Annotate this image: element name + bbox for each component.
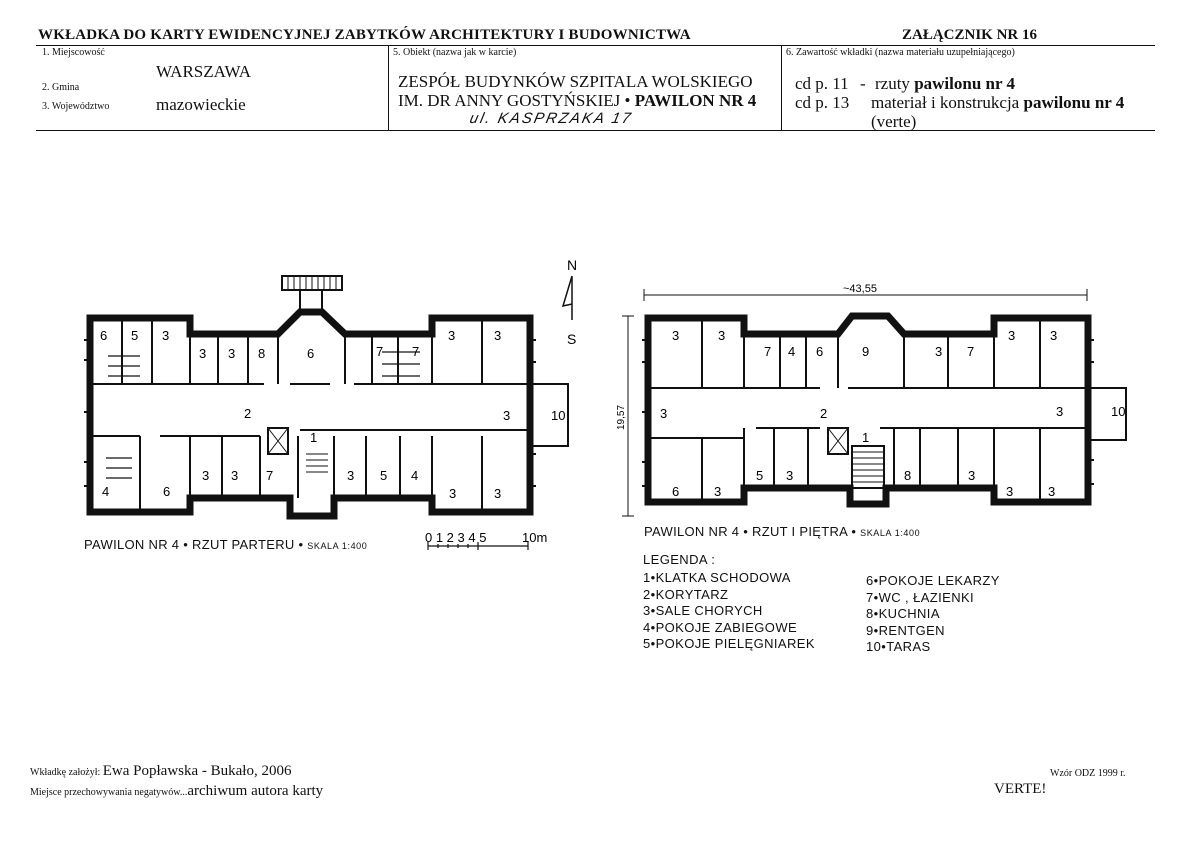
ground-room-label: 3 (494, 328, 502, 343)
first-room-label: 3 (1006, 484, 1014, 499)
field-2-label: 2. Gmina (42, 82, 80, 93)
first-room-label: 8 (904, 468, 912, 483)
legend-item: 7•WC , ŁAZIENKI (866, 589, 975, 605)
ground-room-label: 3 (503, 408, 511, 423)
legend-item: 8•KUCHNIA (866, 606, 940, 621)
first-room-label: 6 (672, 484, 680, 499)
ground-room-label: 3 (494, 486, 502, 501)
document-title: WKŁADKA DO KARTY EWIDENCYJNEJ ZABYTKÓW ARCHITEKTURY I BUDOWNICTWA (38, 27, 691, 43)
north-arrow (563, 257, 577, 347)
ground-room-label: 4 (411, 468, 419, 483)
first-room-label: 4 (788, 344, 796, 359)
field-6-row-3: (verte) (871, 112, 917, 131)
first-room-label: 2 (820, 406, 828, 421)
field-3-label: 3. Województwo (42, 101, 110, 112)
first-room-label: 3 (672, 328, 680, 343)
first-room-label: 5 (756, 468, 764, 483)
first-room-label: 10 (1111, 404, 1126, 419)
ground-room-label: 6 (307, 346, 315, 361)
legend-right-column (866, 573, 1000, 656)
field-6-label: 6. Zawartość wkładki (nazwa materiału uzupełniającego) (786, 47, 1015, 58)
footer-storage-value: archiwum autora karty (187, 783, 324, 799)
footer-author-label: Wkładkę założył: (30, 767, 103, 778)
south-label: S (567, 331, 577, 347)
scale-bar-end: 10m (522, 530, 548, 545)
ground-stair-cross (268, 428, 288, 454)
legend-item: 10•TARAS (866, 639, 931, 654)
ground-room-label: 3 (202, 468, 210, 483)
legend-item: 3•SALE CHORYCH (643, 603, 763, 618)
legend-item: 4•POKOJE ZABIEGOWE (643, 619, 798, 635)
field-5-line-2: IM. DR ANNY GOSTYŃSKIEJ • PAWILON NR 4 (398, 91, 757, 110)
annex-number: ZAŁĄCZNIK NR 16 (902, 27, 1038, 43)
field-3-value: mazowieckie (156, 95, 246, 114)
ground-room-label: 3 (228, 346, 236, 361)
ground-stairs (306, 454, 328, 472)
ground-room-label: 5 (131, 328, 139, 343)
ground-room-label: 10 (551, 408, 566, 423)
field-5-line-1: ZESPÓŁ BUDYNKÓW SZPITALA WOLSKIEGO (398, 72, 753, 91)
legend-item: 5•POKOJE PIELĘGNIAREK (643, 636, 815, 651)
legend-left-column (643, 570, 815, 653)
first-room-label: 3 (1056, 404, 1064, 419)
ground-outline (90, 312, 530, 516)
first-room-label: 3 (1048, 484, 1056, 499)
ground-room-label: 3 (347, 468, 355, 483)
ground-room-label: 8 (258, 346, 266, 361)
legend-item: 2•KORYTARZ (643, 586, 729, 602)
first-room-label: 3 (714, 484, 722, 499)
footer-author-value: Ewa Popławska - Bukało, 2006 (102, 763, 292, 779)
scale-bar-numbers: 0 1 2 3 4 5 (425, 530, 487, 545)
first-room-label: 6 (816, 344, 824, 359)
ground-room-label: 4 (102, 484, 110, 499)
field-6-row-1-ref: cd p. 11 (795, 74, 849, 93)
first-room-label: 3 (935, 344, 943, 359)
ground-room-label: 6 (100, 328, 108, 343)
ground-room-label: 6 (163, 484, 171, 499)
first-room-numbers (660, 328, 1125, 499)
legend-item: 6•POKOJE LEKARZY (866, 573, 1000, 588)
ground-room-label: 7 (412, 344, 420, 359)
field-6-row-1-text: rzuty pawilonu nr 4 (875, 74, 1015, 93)
first-room-label: 3 (968, 468, 976, 483)
legend-item: 9•RENTGEN (866, 622, 945, 638)
ground-room-label: 3 (162, 328, 170, 343)
legend-title: LEGENDA : (643, 552, 716, 567)
ground-floor-caption: PAWILON NR 4 • RZUT PARTERU • SKALA 1:400 (84, 537, 368, 552)
first-floor-plan (616, 283, 1126, 516)
scale-bar (425, 530, 547, 550)
ground-top-partitions (122, 318, 482, 384)
field-1-label: 1. Miejscowość (42, 47, 105, 58)
ground-room-label: 3 (199, 346, 207, 361)
north-label: N (567, 257, 578, 273)
footer-storage (30, 782, 323, 800)
first-room-label: 3 (718, 328, 726, 343)
dim-width-label: ~43,55 (843, 283, 877, 295)
first-floor-caption: PAWILON NR 4 • RZUT I PIĘTRA • SKALA 1:400 (644, 524, 921, 539)
first-room-label: 3 (1050, 328, 1058, 343)
ground-floor-plan (84, 276, 568, 516)
first-stairs (852, 452, 884, 482)
first-room-label: 9 (862, 344, 870, 359)
ground-room-label: 7 (376, 344, 384, 359)
field-6-row-2-ref: cd p. 13 (795, 93, 850, 112)
first-room-label: 7 (764, 344, 772, 359)
first-stair-cross (828, 428, 848, 454)
handwritten-address: ul. KASPRZAKA 17 (468, 110, 635, 127)
ground-room-label: 2 (244, 406, 252, 421)
first-room-label: 1 (862, 430, 870, 445)
footer-verte: VERTE! (994, 781, 1047, 797)
ground-steps-lines (288, 276, 336, 290)
first-room-label: 3 (786, 468, 794, 483)
ground-room-label: 1 (310, 430, 318, 445)
footer-storage-label: Miejsce przechowywania negatywów... (30, 787, 188, 798)
first-top-partitions (702, 318, 1040, 388)
field-5-label: 5. Obiekt (nazwa jak w karcie) (393, 47, 517, 58)
field-1-value: WARSZAWA (156, 62, 251, 81)
ground-room-label: 3 (449, 486, 457, 501)
legend-item: 1•KLATKA SCHODOWA (643, 570, 791, 585)
ground-room-label: 3 (231, 468, 239, 483)
first-room-label: 7 (967, 344, 975, 359)
footer-template: Wzór ODZ 1999 r. (1050, 768, 1126, 779)
ground-room-label: 3 (448, 328, 456, 343)
north-arrow-icon (563, 276, 572, 320)
ground-room-numbers (100, 328, 565, 501)
first-room-label: 3 (660, 406, 668, 421)
first-room-label: 3 (1008, 328, 1016, 343)
footer-author (30, 762, 291, 780)
dim-depth-label: 19,57 (616, 404, 627, 430)
ground-room-label: 5 (380, 468, 388, 483)
field-6-row-2-text: materiał i konstrukcja pawilonu nr 4 (871, 93, 1125, 112)
ground-room-label: 7 (266, 468, 274, 483)
field-6-row-1-dash: - (860, 74, 866, 93)
